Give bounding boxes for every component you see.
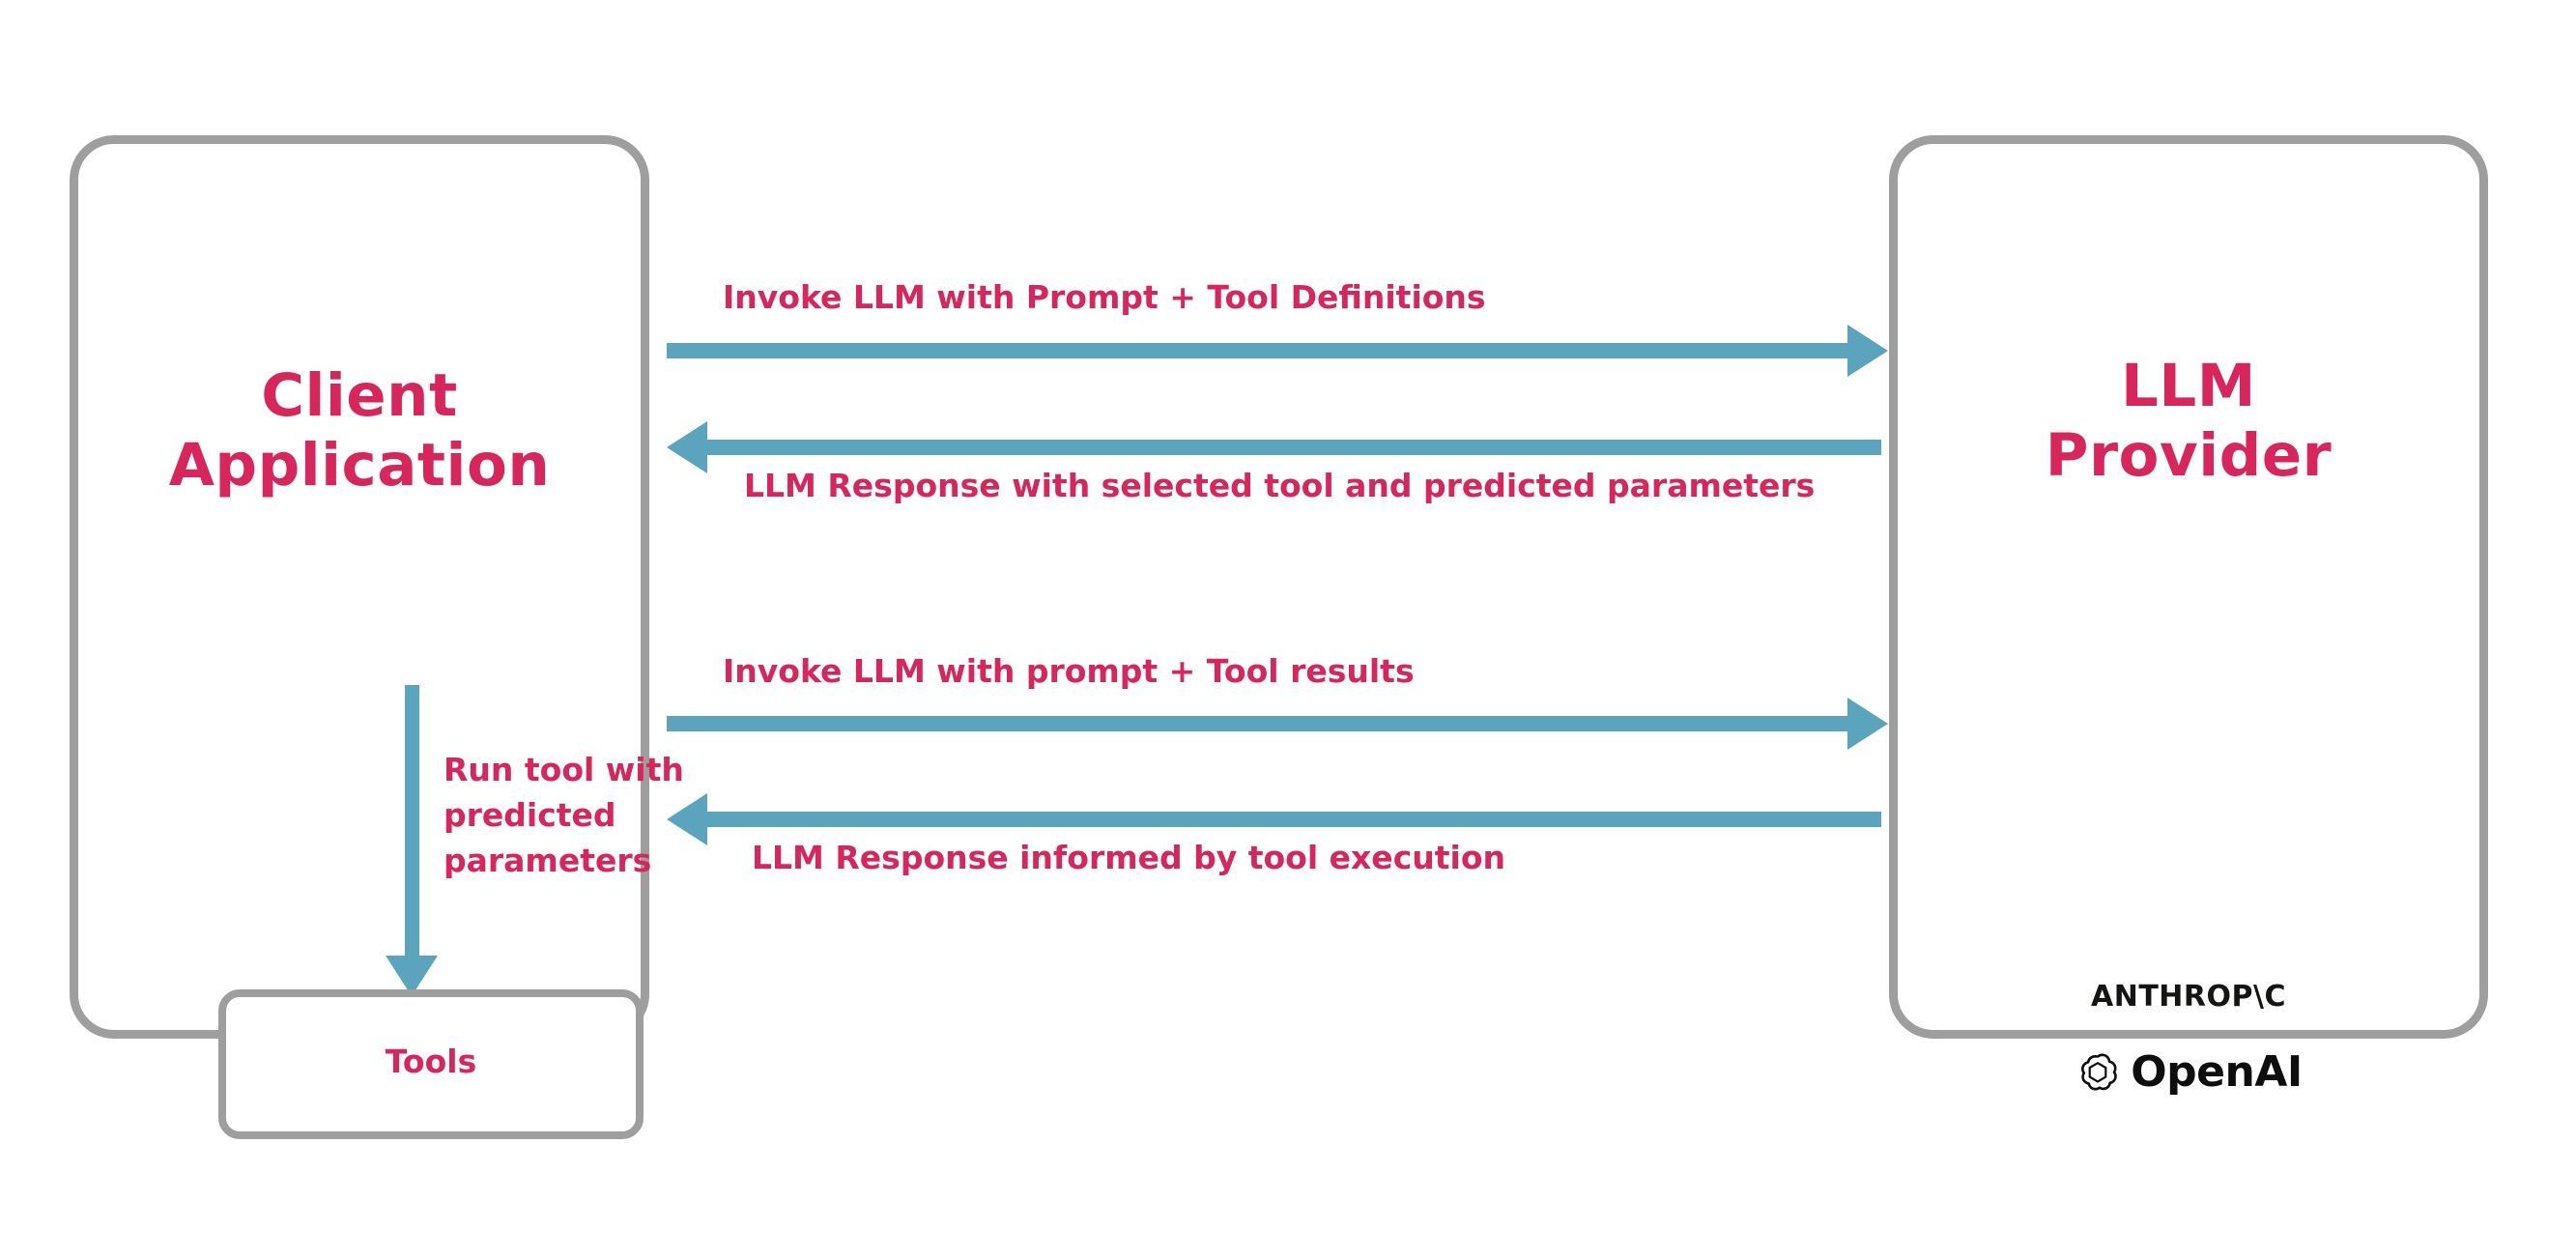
run-tool-arrow-line (405, 685, 419, 960)
flow-4-label: LLM Response informed by tool execution (752, 839, 1505, 876)
flow-3-label: Invoke LLM with prompt + Tool results (723, 652, 1415, 690)
flow-1-arrow-line (667, 343, 1865, 358)
flow-2-arrow-line (691, 440, 1881, 455)
llm-provider-box (1889, 135, 2488, 1097)
flow-2-label: LLM Response with selected tool and predicted parameters (744, 467, 1816, 504)
run-tool-label: Run tool with predicted parameters (444, 751, 684, 879)
flow-3-arrow-line (667, 716, 1865, 731)
flow-4-arrow-head (667, 793, 707, 845)
client-title-line-1: Client (261, 361, 458, 430)
flow-2-arrow-head (667, 421, 707, 473)
client-application-box (70, 135, 684, 1080)
client-application-title (78, 361, 641, 500)
client-title-line-2: Application (168, 430, 551, 500)
provider-title-line-2: Provider (2045, 420, 2333, 490)
anthropic-logo: ANTHROP\C (2091, 980, 2286, 1014)
tools-label: Tools (385, 1043, 477, 1080)
tools-box (218, 989, 644, 1139)
openai-mark-icon (2075, 1049, 2121, 1096)
llm-provider-title (1898, 352, 2479, 491)
flow-1-label: Invoke LLM with Prompt + Tool Definitions (723, 278, 1486, 316)
flow-4-arrow-line (691, 812, 1881, 827)
openai-logo (1898, 1047, 2479, 1097)
provider-title-line-1: LLM (2121, 352, 2256, 420)
openai-wordmark: OpenAI (2131, 1047, 2303, 1097)
flow-1-arrow-head (1847, 325, 1888, 377)
flow-3-arrow-head (1847, 698, 1888, 750)
